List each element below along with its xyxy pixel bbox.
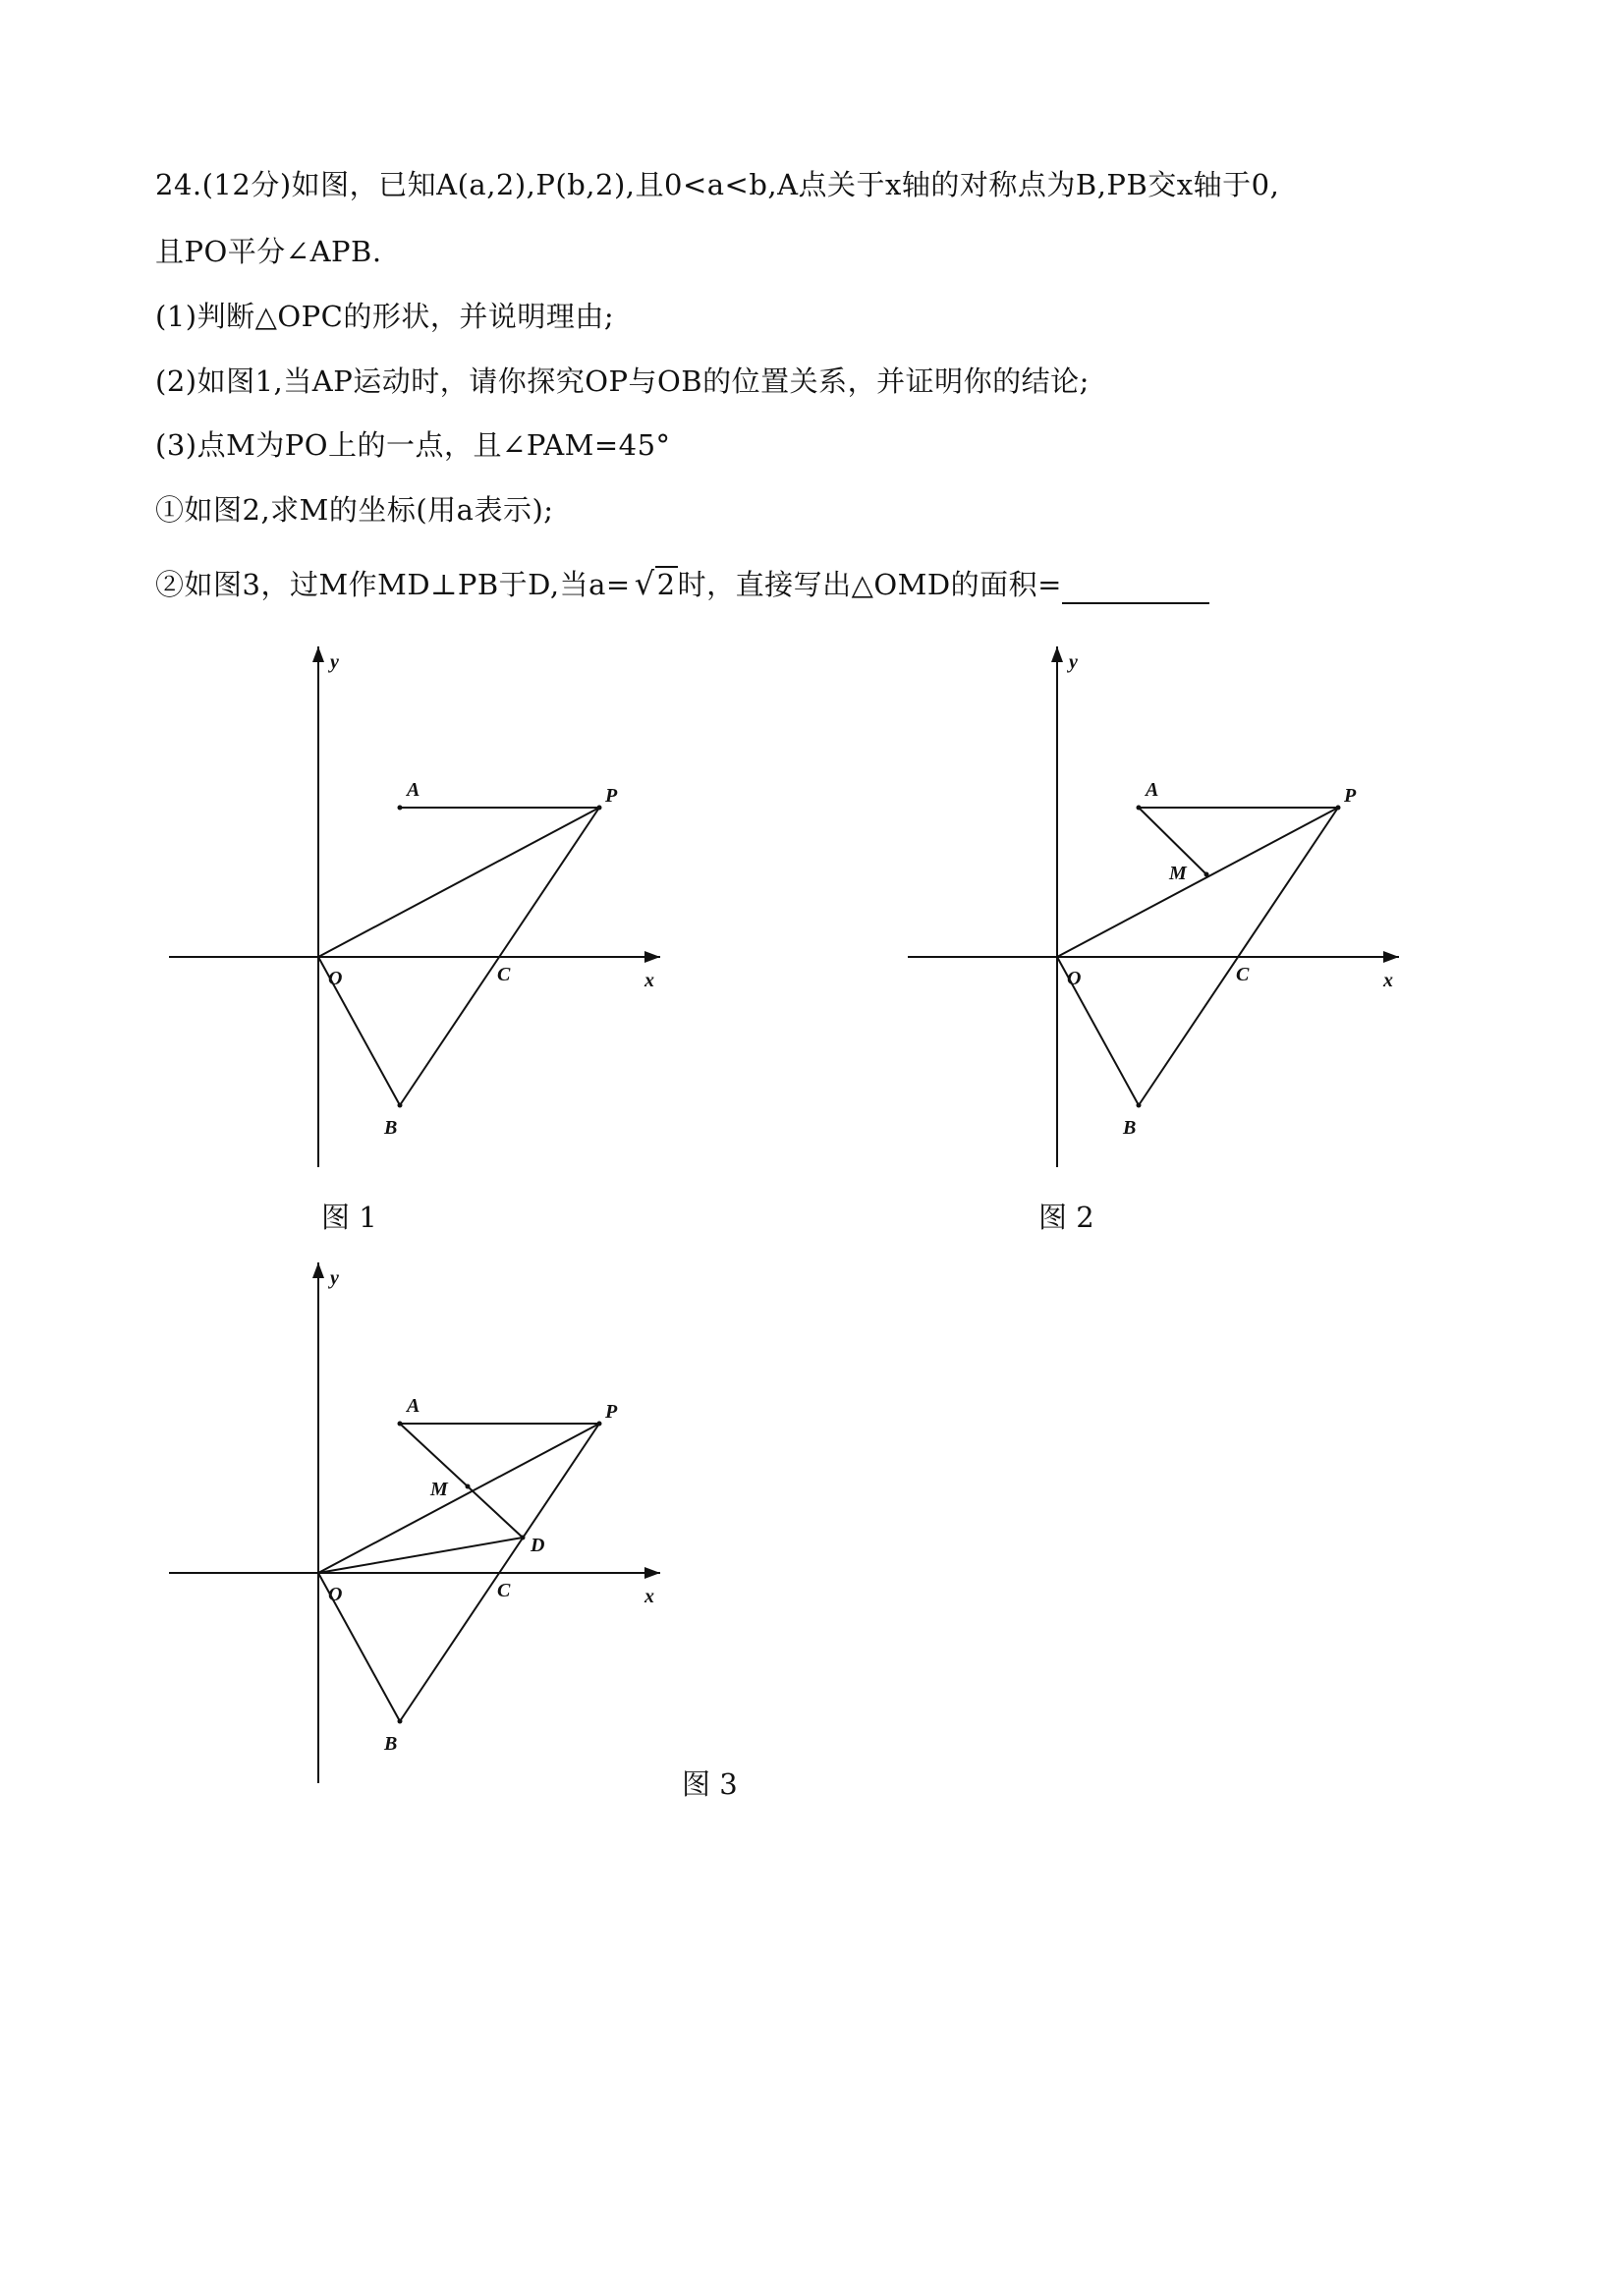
label-y: y xyxy=(1069,651,1078,673)
figure-3 xyxy=(157,1255,668,1795)
label-x: x xyxy=(644,970,654,991)
label-a: A xyxy=(1146,779,1159,801)
point-a xyxy=(398,806,403,811)
label-c: C xyxy=(1236,964,1250,985)
point-b xyxy=(1137,1103,1142,1108)
y-axis-arrow xyxy=(312,1262,324,1278)
label-p: P xyxy=(605,1401,618,1423)
y-axis-arrow xyxy=(1051,646,1063,662)
question-3-part-2 xyxy=(155,564,1209,604)
label-c: C xyxy=(497,1580,511,1601)
segment-op xyxy=(318,1424,599,1573)
label-o: O xyxy=(328,968,343,989)
label-y: y xyxy=(330,651,339,673)
label-c: C xyxy=(497,964,511,985)
point-a xyxy=(398,1422,403,1427)
point-d xyxy=(521,1536,526,1540)
point-p xyxy=(597,806,602,811)
y-axis-arrow xyxy=(312,646,324,662)
label-m: M xyxy=(430,1479,448,1500)
label-a: A xyxy=(407,1395,420,1417)
figure-3-caption: 图 3 xyxy=(682,1767,738,1801)
problem-line-1: 24.(12分)如图，已知A(a,2),P(b,2),且0<a<b,A点关于x轴的对称点为B,PB交x轴于0, xyxy=(155,168,1280,201)
sqrt-expression xyxy=(631,564,678,604)
problem-line-2: 且PO平分∠APB. xyxy=(155,235,382,268)
point-a xyxy=(1137,806,1142,811)
sqrt-argument: 2 xyxy=(656,568,676,601)
figure-1 xyxy=(157,639,668,1179)
label-o: O xyxy=(1067,968,1082,989)
point-p xyxy=(597,1422,602,1427)
label-b: B xyxy=(1123,1117,1137,1139)
segment-od xyxy=(318,1538,523,1573)
question-3: (3)点M为PO上的一点，且∠PAM=45° xyxy=(155,428,671,462)
point-b xyxy=(398,1103,403,1108)
question-3-part-1: ①如图2,求M的坐标(用a表示); xyxy=(155,493,554,527)
answer-blank xyxy=(1062,573,1209,604)
label-b: B xyxy=(384,1117,398,1139)
point-m xyxy=(1204,872,1209,877)
label-a: A xyxy=(407,779,420,801)
question-3-part-2-text-pre: ②如图3，过M作MD⊥PB于D,当a= xyxy=(155,568,631,601)
label-m: M xyxy=(1169,863,1187,884)
label-x: x xyxy=(1383,970,1393,991)
question-2: (2)如图1,当AP运动时，请你探究OP与OB的位置关系，并证明你的结论; xyxy=(155,364,1090,398)
point-m xyxy=(466,1484,471,1489)
figure-1-caption: 图 1 xyxy=(321,1201,377,1234)
figure-2 xyxy=(896,639,1407,1179)
label-p: P xyxy=(605,785,618,807)
x-axis-arrow xyxy=(644,1567,660,1579)
question-3-part-2-text-post: 时，直接写出△OMD的面积= xyxy=(677,568,1062,601)
point-p xyxy=(1336,806,1341,811)
label-x: x xyxy=(644,1586,654,1607)
label-d: D xyxy=(531,1535,545,1556)
segment-op xyxy=(1057,808,1338,957)
sqrt-sign: √ xyxy=(634,565,655,602)
figure-2-caption: 图 2 xyxy=(1038,1201,1094,1234)
x-axis-arrow xyxy=(644,951,660,963)
question-1: (1)判断△OPC的形状，并说明理由; xyxy=(155,300,615,333)
label-o: O xyxy=(328,1584,343,1605)
label-b: B xyxy=(384,1733,398,1755)
label-y: y xyxy=(330,1267,339,1289)
x-axis-arrow xyxy=(1383,951,1399,963)
segment-op xyxy=(318,808,599,957)
label-p: P xyxy=(1344,785,1357,807)
point-b xyxy=(398,1719,403,1724)
